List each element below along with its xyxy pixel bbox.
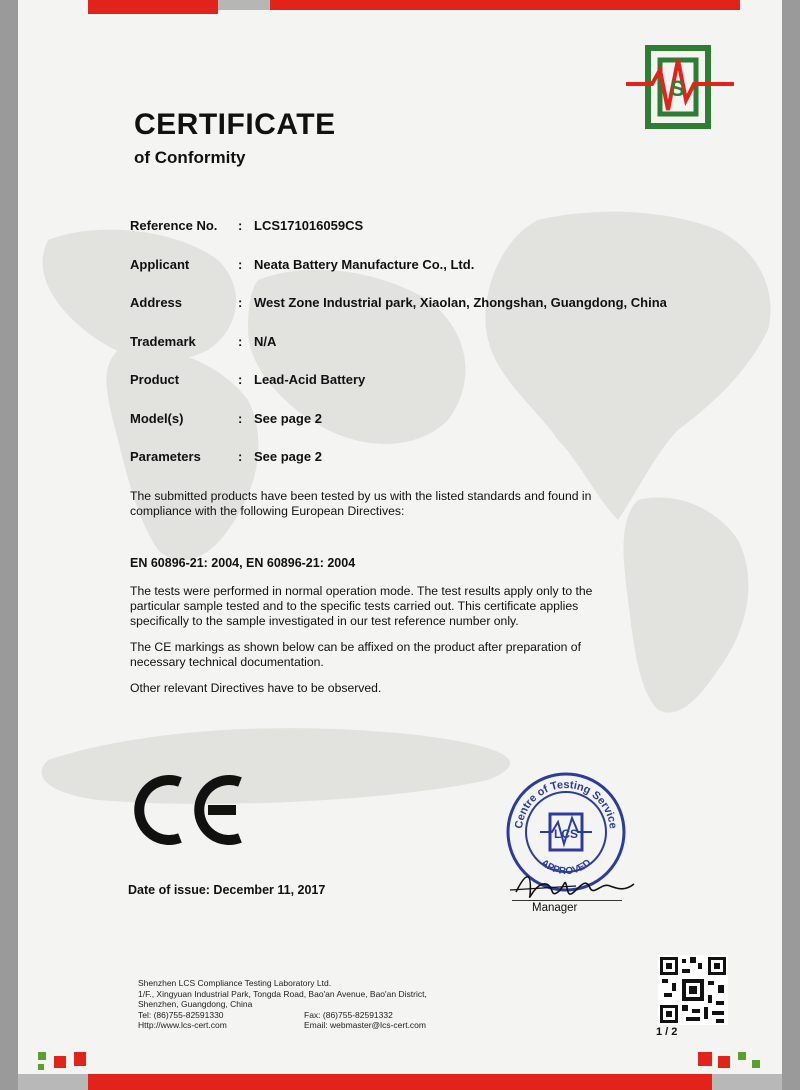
top-red-bar bbox=[88, 0, 218, 14]
lab-name: Shenzhen LCS Compliance Testing Laboratory Ltd. bbox=[138, 978, 332, 988]
field-colon: : bbox=[238, 449, 243, 464]
deco-square bbox=[38, 1052, 46, 1060]
certificate-page bbox=[18, 0, 782, 1090]
other-directives: Other relevant Directives have to be observed. bbox=[130, 681, 382, 695]
bottom-red-bar bbox=[18, 1074, 782, 1090]
lab-web: Http://www.lcs-cert.com bbox=[138, 1020, 227, 1030]
lab-web-row bbox=[138, 1020, 427, 1031]
field-label: Model(s) bbox=[130, 411, 184, 426]
page-number: 1 / 2 bbox=[656, 1026, 678, 1038]
deco-square bbox=[54, 1056, 66, 1068]
field-label: Address bbox=[130, 295, 183, 310]
deco-square bbox=[738, 1052, 746, 1060]
lab-info bbox=[138, 978, 427, 1031]
certificate-subtitle: of Conformity bbox=[134, 148, 246, 167]
stamp-bottom-text: APPROVED bbox=[538, 857, 594, 878]
bottom-gray-bar-left bbox=[18, 1074, 88, 1090]
field-value: Lead-Acid Battery bbox=[254, 372, 366, 387]
lab-address-line2: Shenzhen, Guangdong, China bbox=[138, 999, 253, 1009]
lab-fax: Fax: (86)755-82591332 bbox=[304, 1009, 393, 1020]
field-colon: : bbox=[238, 372, 243, 387]
intro-line: compliance with the following European Directives: bbox=[130, 504, 405, 518]
lcs-logo bbox=[626, 40, 736, 135]
deco-square bbox=[74, 1052, 86, 1066]
lab-address-line1: 1/F., Xingyuan Industrial Park, Tongda Road, Bao'an Avenue, Bao'an District, bbox=[138, 988, 427, 999]
intro-paragraph bbox=[130, 489, 650, 519]
signature-title: Manager bbox=[532, 902, 578, 914]
deco-square bbox=[698, 1052, 712, 1066]
tests-line: particular sample tested and to the specific tests carried out. This certificate applies bbox=[130, 599, 579, 613]
lab-tel: Tel: (86)755-82591330 bbox=[138, 1009, 224, 1020]
stamp-top-text: Centre of Testing Service bbox=[513, 778, 619, 830]
stamp-center-text: LCS bbox=[554, 827, 578, 841]
field-label: Applicant bbox=[130, 257, 190, 272]
tests-paragraph bbox=[130, 584, 650, 629]
field-value: N/A bbox=[254, 334, 277, 349]
deco-square bbox=[752, 1060, 760, 1068]
intro-line: The submitted products have been tested by us with the listed standards and found in bbox=[130, 489, 592, 503]
ce-mark-icon bbox=[134, 774, 250, 846]
qr-code bbox=[658, 955, 728, 1025]
field-label: Reference No. bbox=[130, 218, 218, 233]
lab-email: Email: webmaster@lcs-cert.com bbox=[304, 1020, 426, 1030]
field-colon: : bbox=[238, 257, 243, 272]
ce-paragraph bbox=[130, 640, 650, 670]
field-value: West Zone Industrial park, Xiaolan, Zhongshan, Guangdong, China bbox=[254, 295, 667, 310]
field-colon: : bbox=[238, 334, 243, 349]
field-colon: : bbox=[238, 295, 243, 310]
date-of-issue: Date of issue: December 11, 2017 bbox=[128, 883, 326, 897]
svg-text:S: S bbox=[670, 76, 685, 101]
tests-line: The tests were performed in normal operation mode. The test results apply only to the bbox=[130, 584, 593, 598]
field-label: Trademark bbox=[130, 334, 196, 349]
standards-line: EN 60896-21: 2004, EN 60896-21: 2004 bbox=[130, 556, 356, 570]
certificate-title: CERTIFICATE bbox=[134, 108, 336, 141]
ce-line: necessary technical documentation. bbox=[130, 655, 324, 669]
top-red-bar-right bbox=[270, 0, 740, 10]
field-colon: : bbox=[238, 218, 243, 233]
field-colon: : bbox=[238, 411, 243, 426]
field-value: See page 2 bbox=[254, 449, 322, 464]
signature-line bbox=[512, 900, 622, 901]
lab-phone-row bbox=[138, 1010, 427, 1021]
field-label: Product bbox=[130, 372, 180, 387]
top-gray-bar bbox=[218, 0, 270, 10]
ce-line: The CE markings as shown below can be affixed on the product after preparation of bbox=[130, 640, 581, 654]
field-value: LCS171016059CS bbox=[254, 218, 364, 233]
field-label: Parameters bbox=[130, 449, 201, 464]
deco-square bbox=[38, 1064, 44, 1070]
bottom-gray-bar-right bbox=[712, 1074, 782, 1090]
tests-line: specifically to the sample investigated in our test reference number only. bbox=[130, 614, 519, 628]
field-value: See page 2 bbox=[254, 411, 322, 426]
field-value: Neata Battery Manufacture Co., Ltd. bbox=[254, 257, 475, 272]
deco-square bbox=[718, 1056, 730, 1068]
